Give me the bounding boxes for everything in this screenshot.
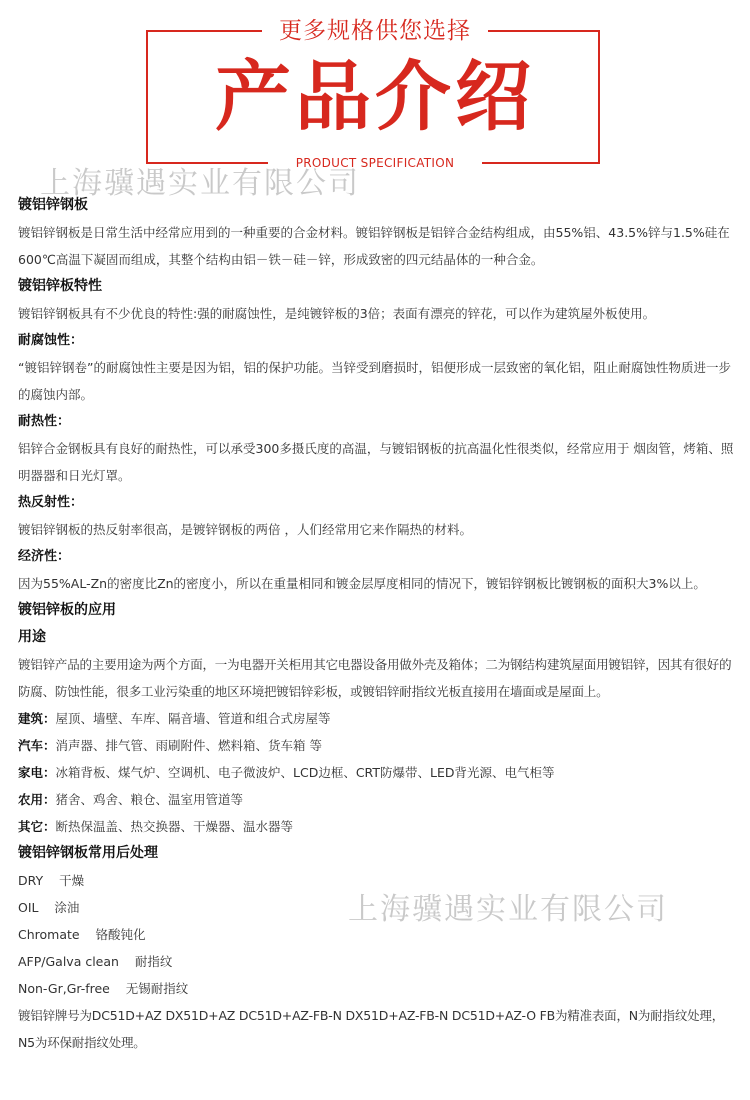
treatment-heading: 镀铝锌钢板常用后处理 [18, 845, 158, 861]
treatment-desc: 耐指纹 [134, 954, 173, 969]
application-item-other [18, 813, 738, 840]
banner-subtitle: PRODUCT SPECIFICATION [268, 153, 482, 173]
application-item-label: 家电： [18, 765, 56, 780]
treatment-code: AFP/Galva clean [18, 954, 119, 969]
treatment-item-dry [18, 867, 738, 894]
application-item-label: 建筑： [18, 711, 56, 726]
application-item-building [18, 705, 738, 732]
application-item-label: 汽车： [18, 738, 56, 753]
treatment-item-chromate [18, 921, 738, 948]
application-item-label: 其它： [18, 819, 56, 834]
article-body [18, 192, 738, 1056]
intro-heading: 镀铝锌钢板 [18, 197, 88, 213]
treatment-desc: 干燥 [59, 873, 85, 888]
economy-heading: 经济性： [18, 549, 71, 564]
treatment-desc: 铬酸钝化 [95, 927, 146, 942]
features-text: 镀铝锌钢板具有不少优良的特性:强的耐腐蚀性，是纯镀锌板的3倍；表面有漂亮的锌花，可以作为建筑屋外板使用。 [18, 306, 656, 321]
application-item-text: 屋顶、墙壁、车库、隔音墙、管道和组合式房屋等 [55, 711, 331, 726]
treatment-desc: 无锡耐指纹 [125, 981, 189, 996]
reflect-heading: 热反射性： [18, 495, 84, 510]
treatment-item-oil [18, 894, 738, 921]
application-item-auto [18, 732, 738, 759]
heat-heading: 耐热性： [18, 414, 71, 429]
application-item-text: 冰箱背板、煤气炉、空调机、电子微波炉、LCD边框、CRT防爆带、LED背光源、电气柜等 [55, 765, 555, 780]
treatment-code: Non-Gr,Gr-free [18, 981, 110, 996]
treatment-code: DRY [18, 873, 44, 888]
reflect-text: 镀铝锌钢板的热反射率很高，是镀锌钢板的两倍 ，人们经常用它来作隔热的材料。 [18, 522, 472, 537]
economy-text: 因为55%AL-Zn的密度比Zn的密度小，所以在重量相同和镀金层厚度相同的情况下，镀铝锌钢板比镀钢板的面积大3%以上。 [18, 576, 706, 591]
application-item-text: 猪舍、鸡舍、粮仓、温室用管道等 [55, 792, 244, 807]
treatment-code: Chromate [18, 927, 80, 942]
watermark-bottom: 上海骥遇实业有限公司 [348, 892, 668, 927]
treatment-item-nongr [18, 975, 738, 1002]
banner-top-caption: 更多规格供您选择 [262, 14, 488, 48]
watermark-top: 上海骥遇实业有限公司 [40, 166, 360, 201]
product-banner [0, 0, 750, 180]
intro-text: 镀铝锌钢板是日常生活中经常应用到的一种重要的合金材料。镀铝锌钢板是铝锌合金结构组成，由55%铝、43.5%锌与1.5%硅在600℃高温下凝固而组成，其整个结构由铝－铁－硅－锌，形成致密的四元结晶体的一种合金。 [18, 225, 730, 267]
application-item-appliance [18, 759, 738, 786]
application-heading: 镀铝锌板的应用 [18, 602, 116, 618]
treatment-desc: 涂油 [54, 900, 80, 915]
application-item-text: 断热保温盖、热交换器、干燥器、温水器等 [55, 819, 294, 834]
treatment-code: OIL [18, 900, 39, 915]
heat-text: 铝锌合金钢板具有良好的耐热性，可以承受300多摄氏度的高温，与镀铝钢板的抗高温化性很类似，经常应用于 烟囱管，烤箱、照明器器和日光灯罩。 [18, 441, 734, 483]
application-item-label: 农用： [18, 792, 56, 807]
application-item-text: 消声器、排气管、雨刷附件、燃料箱、货车箱 等 [55, 738, 322, 753]
banner-title: 产品介绍 [215, 52, 535, 141]
treatment-item-afp [18, 948, 738, 975]
treatment-footer: 镀铝锌牌号为DC51D+AZ DX51D+AZ DC51D+AZ-FB-N DX51D+AZ-FB-N DC51D+AZ-O FB为精准表面，N为耐指纹处理，N5为环保耐指纹处理。 [18, 1008, 725, 1050]
application-subheading: 用途 [18, 629, 46, 645]
features-heading: 镀铝锌板特性 [18, 278, 102, 294]
corrosion-heading: 耐腐蚀性： [18, 333, 84, 348]
application-text: 镀铝锌产品的主要用途为两个方面，一为电器开关柜用其它电器设备用做外壳及箱体；二为钢结构建筑屋面用镀铝锌，因其有很好的防腐、防蚀性能，很多工业污染重的地区环境把镀铝锌彩板，或镀铝锌耐指纹光板直接用在墙面或是屋面上。 [18, 657, 732, 699]
corrosion-text: “镀铝锌钢卷”的耐腐蚀性主要是因为铝，铝的保护功能。当锌受到磨损时，铝便形成一层致密的氧化铝，阻止耐腐蚀性物质进一步的腐蚀内部。 [18, 360, 731, 402]
application-item-agriculture [18, 786, 738, 813]
